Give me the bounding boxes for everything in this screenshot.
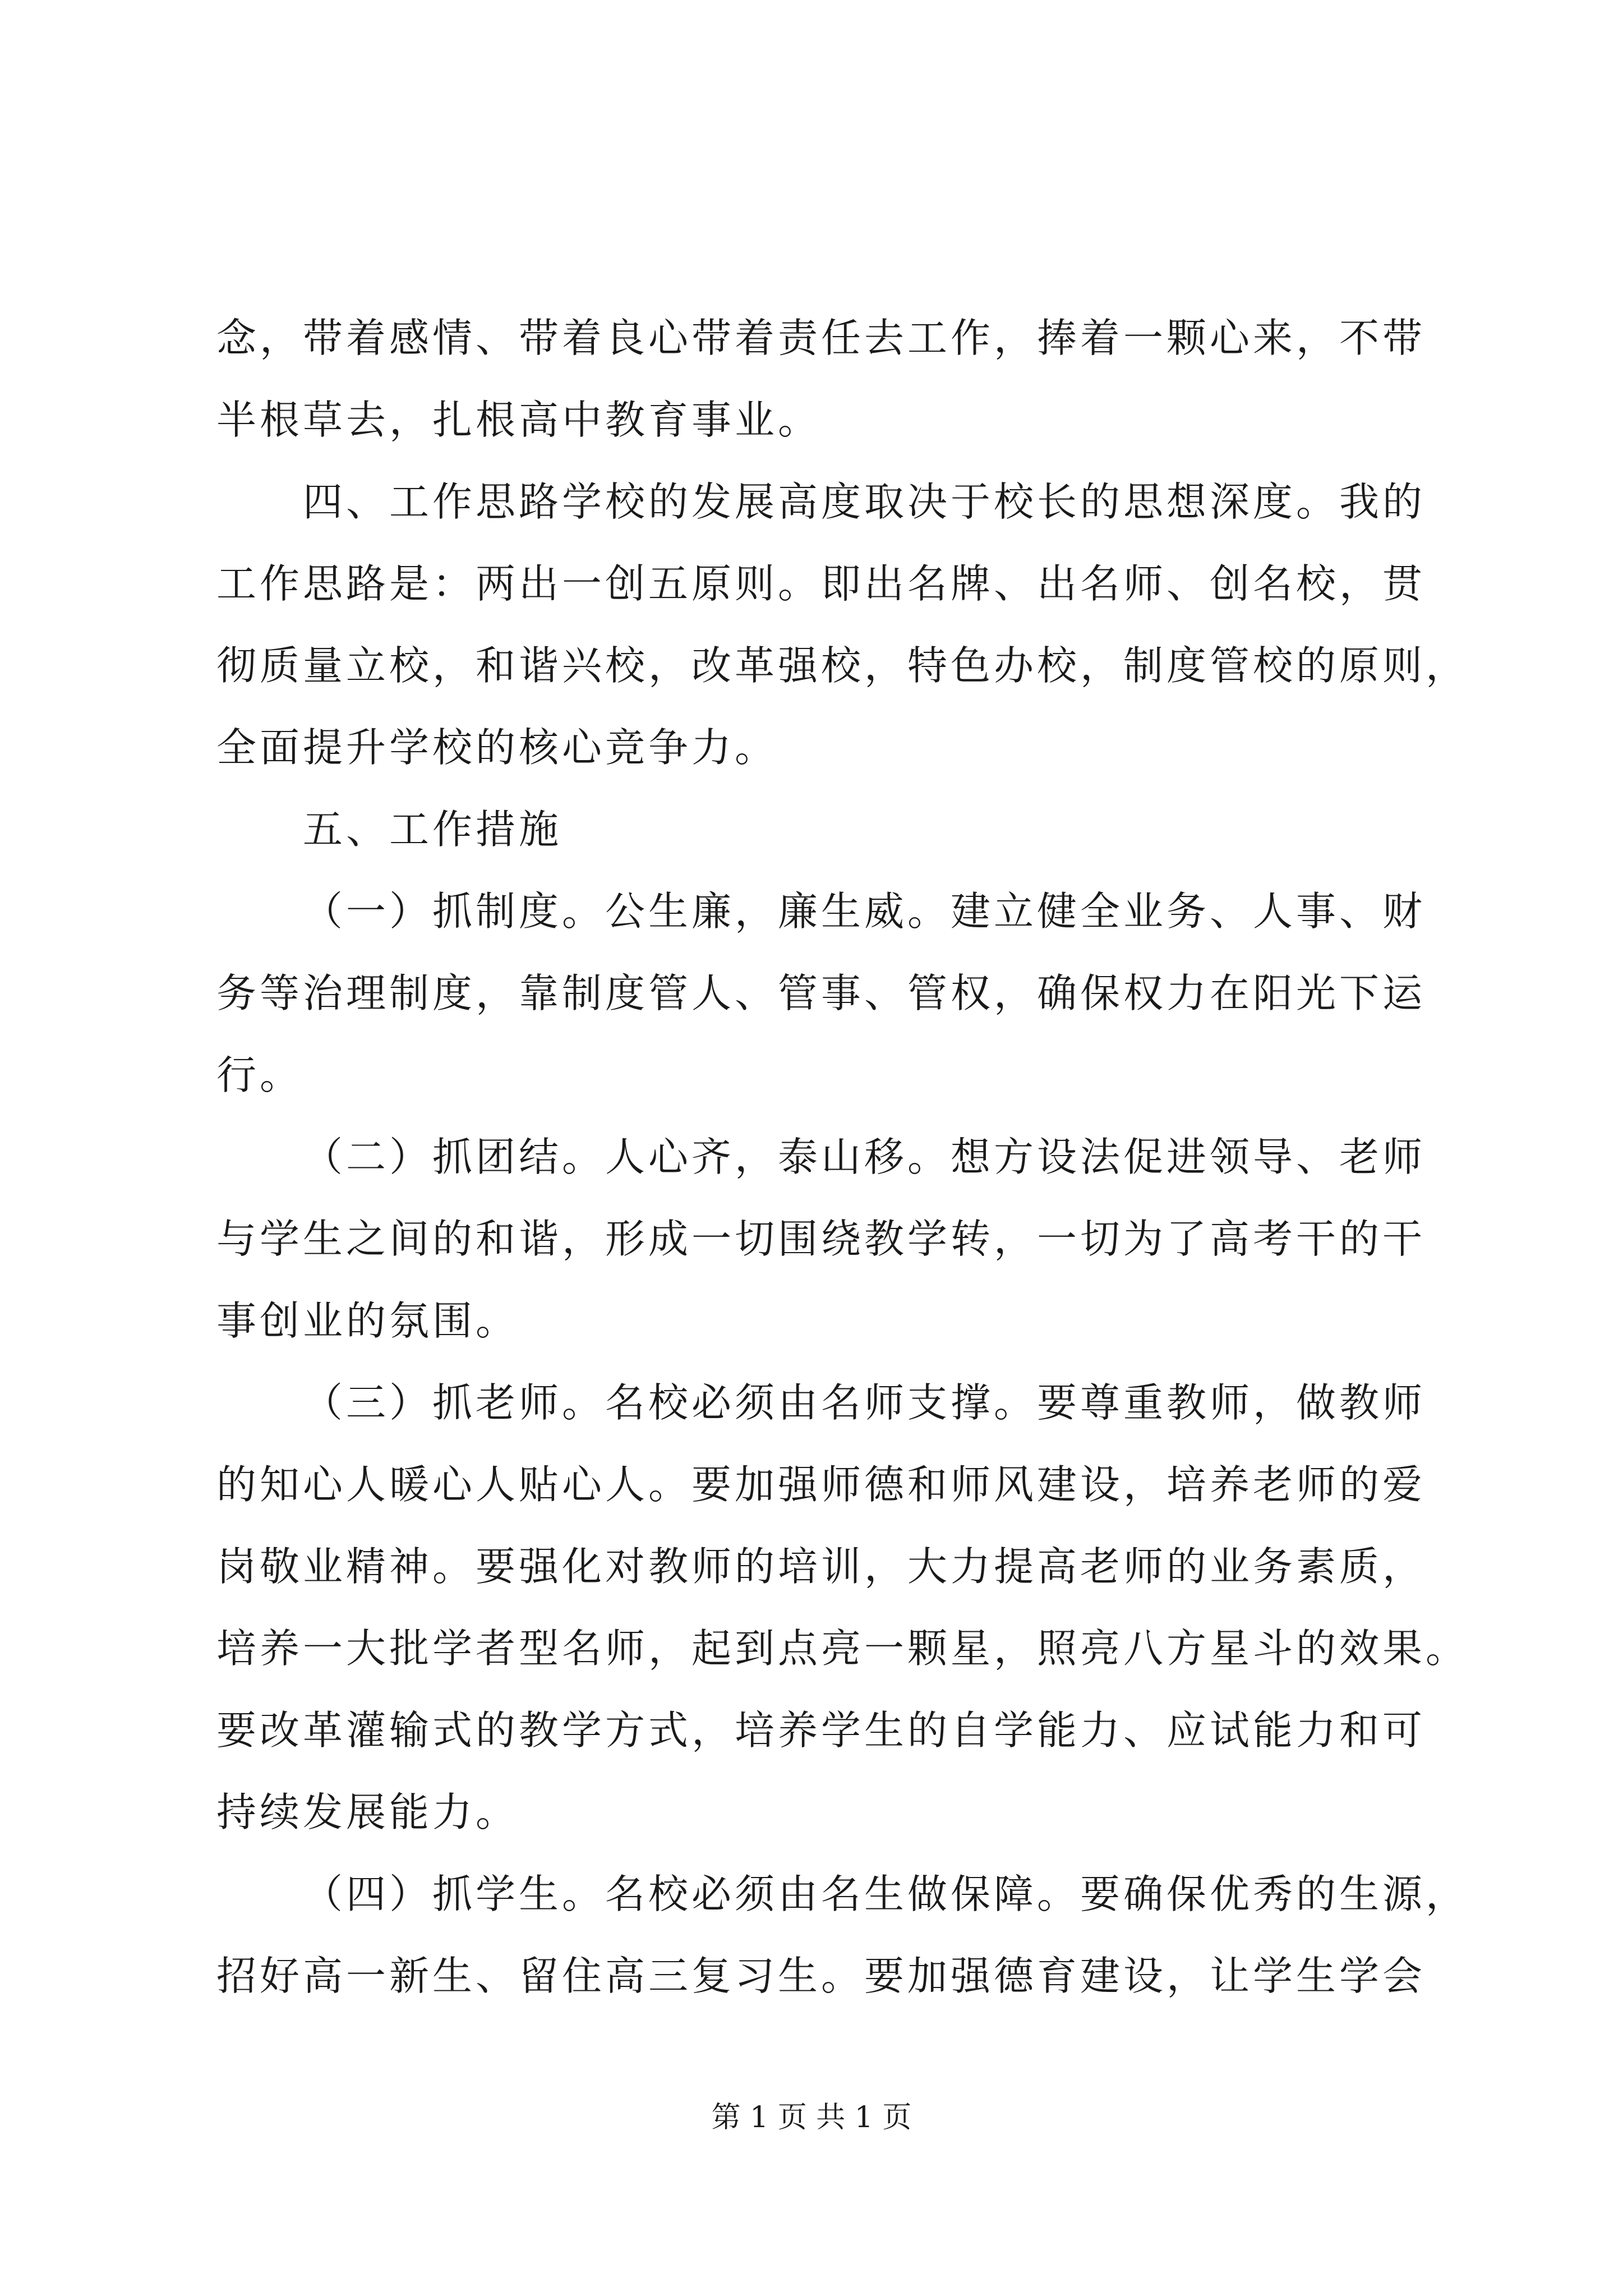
text-line: （四）抓学生。名校必须由名生做保障。要确保优秀的生源， xyxy=(303,1871,1469,1917)
text-line: 工作思路是：两出一创五原则。即出名牌、出名师、创名校，贯 xyxy=(216,560,1426,607)
text-line: 的知心人暖心人贴心人。要加强师德和师风建设，培养老师的爱 xyxy=(216,1461,1426,1508)
text-line: 四、工作思路学校的发展高度取决于校长的思想深度。我的 xyxy=(303,478,1426,525)
page-number-footer: 第 1 页 共 1 页 xyxy=(711,2101,912,2134)
text-line: 彻质量立校，和谐兴校，改革强校，特色办校，制度管校的原则， xyxy=(216,642,1469,689)
text-line: （三）抓老师。名校必须由名师支撑。要尊重教师，做教师 xyxy=(303,1379,1426,1426)
text-line: 要改革灌输式的教学方式，培养学生的自学能力、应试能力和可 xyxy=(216,1707,1426,1754)
text-line: （一）抓制度。公生廉，廉生威。建立健全业务、人事、财 xyxy=(303,888,1426,935)
text-line: 行。 xyxy=(216,1052,303,1098)
text-line: 岗敬业精神。要强化对教师的培训，大力提高老师的业务素质， xyxy=(216,1543,1426,1590)
text-line: 招好高一新生、留住高三复习生。要加强德育建设，让学生学会 xyxy=(216,1953,1426,1999)
text-line: 事创业的氛围。 xyxy=(216,1297,519,1344)
text-line: 持续发展能力。 xyxy=(216,1789,519,1835)
text-line: 半根草去，扎根高中教育事业。 xyxy=(216,397,822,443)
text-line: 念，带着感情、带着良心带着责任去工作，捧着一颗心来，不带 xyxy=(216,315,1426,361)
document-body xyxy=(216,297,1469,2017)
section-heading: 五、工作措施 xyxy=(303,806,562,853)
text-line: 培养一大批学者型名师，起到点亮一颗星，照亮八方星斗的效果。 xyxy=(216,1625,1469,1672)
text-line: 务等治理制度，靠制度管人、管事、管权，确保权力在阳光下运 xyxy=(216,970,1426,1016)
text-line: 全面提升学校的核心竞争力。 xyxy=(216,724,778,771)
text-line: （二）抓团结。人心齐，泰山移。想方设法促进领导、老师 xyxy=(303,1134,1426,1180)
text-line: 与学生之间的和谐，形成一切围绕教学转，一切为了高考干的干 xyxy=(216,1216,1426,1262)
